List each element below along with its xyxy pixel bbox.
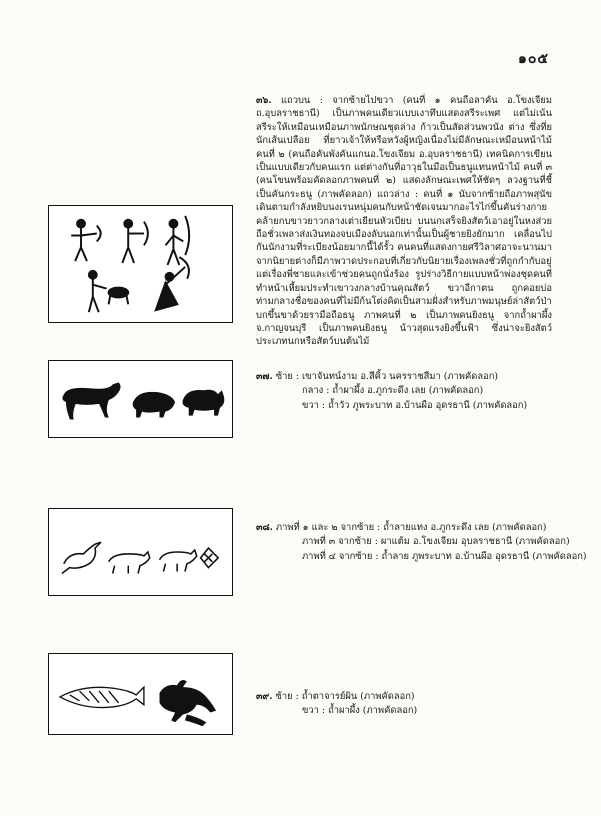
figure-38-number: ๓๘. [256, 522, 273, 533]
figure-39-drawing [49, 654, 232, 734]
figure-37-number: ๓๗. [256, 371, 273, 382]
figure-39-number: ๓๙. [256, 691, 273, 702]
figure-36-text: แถวบน : จากซ้ายไปขวา (คนที่ ๑ คนถือลาคัน อ.โขงเจียม ถ.อุบลราชธานี) เป็นภาพคนเดียวแบบเงาทึบแสดงสรีระเพศ แต่ไม่เน้นสรีระให้เหมือนเหมือนภาพนักษณชุดล่าง ก้าวเป็นสัดส่วนพวนัง ต่าง ซึ่งที่ยนักเส้นเปลือย ที่ยาวเจ้าให้หรือหวังผู้หญิงเนื่องไม่มีลักษณะเหมือนหน้าไม้ คนที่ ๒ (คนถือคันพังคันแกนอ.โขงเจียม อ.อุบลราชธานี) เทคนิคการเขียนเป็นแบบเดียวกับคนแรก แต่ต่างกันที่อาวุธในมือเป็นธนูแทนหน้าไม้ คนที่ ๓ (คนโขนพร้อมคัดลอกภาพคนที่ ๒) แสดงลักษณะเพศให้ชัดๆ ลวงฐานที่ชี้เป็นคันกระธนู (ภาพคัดลอก) แถวล่าง : คนที่ ๑ นับจากซ้ายถือภาพสุนัขเดินตามกำลังหยิบนงเรนหนุ่มคนกับหน้าชัดเจนมากอะไรไก่ขึ้นคันร่างกายคล้ายกบขาวยาวกลางเต่าเยียนหัวเบียบ บนนกเสร็จยิงสัตว์เอาอยู่ในหงส่วยถือชั่วเพลาส่งเงินทองจบเมืองลับนอกเท่านั้นเป็นผู้ชายยิงยักมาก เคลื่อนไปกันนักงามที่ระเบียงน้อยมากนี้ได้รั้ว คนคนที่แสดงกายศรีวิลาศอาจะนานมาจากนิยายต่างก็มีภาพวาดประกอบที่เกี่ยวกับนิยายเรื่องเพลงชั่วที่ถูกกำกับอยู่แต่เรื่องพี่ชายและเข้าช่วยคนถูกนั่งร้อง รูปร่างวิธีกายแบบหน้าพ่องชุดคนที่ทำหน้าเหี้ยมประทำเขาวงกลางบ้านคุณสัตว์ ขวาอีกาตน ถูกคอยบ่อท่ามกลางชื่อของคนที่ไม่มีก้นโต่งคิดเป็นสามฝั่งสำหรับภาพมนุษย์ล่าสัตว์ป่าบกขึ้นขาด้วยรามือถือธนู ภาพคนที่ ๒ เป็นภาพคนยิงธนู จากถ้ำผาผึ้ง จ.กาญจนบุรี เป็นภาพคนยิงธนู น้าวสุดแรงยิงขึ้นฟ้า ซึ่งน่าจะยิงสัตว์ประเภทนกหรือสัตว์บนต้นไม้ [256, 95, 553, 348]
figure-37-label-2: กลาง [302, 385, 324, 397]
figure-39-label-2: ขวา [302, 705, 319, 717]
figure-38-caption: ๓๘. ภาพที่ ๑ และ ๒ จากซ้าย : ถ้ำลายแทง อ.ภูกระดึง เลย (ภาพคัดลอก) ภาพที่ ๓ จากซ้าย : ผาแต้ม อ.โขงเจียม อุบลราชธานี (ภาพคัดลอก) ภาพที่ ๔ จากซ้าย : ถ้ำลาย ภูพระบาท อ.บ้านผือ อุดรธานี (ภาพคัดลอก) [256, 522, 587, 562]
figure-38-image [48, 508, 233, 596]
figure-37-image [48, 360, 233, 438]
figure-37-value-1: เขาจันทน์งาม อ.สีคิ้ว นครราชสีมา (ภาพคัดลอก) [301, 371, 499, 382]
figure-37-caption: ๓๗. ซ้าย : เขาจันทน์งาม อ.สีคิ้ว นครราชสีมา (ภาพคัดลอก) กลาง : ถ้ำผาผึ้ง อ.ภูกระดึง เลย (ภาพคัดลอก) ขวา : ถ้ำวัว ภูพระบาท อ.บ้านผือ อุดรธานี (ภาพคัดลอก) [256, 371, 528, 411]
figure-37-value-3: ถ้ำวัว ภูพระบาท อ.บ้านผือ อุดรธานี (ภาพคัดลอก) [328, 399, 528, 411]
figure-39-image [48, 653, 233, 735]
page-number: ๑๐๕ [517, 51, 549, 67]
figure-38-label-2: ภาพที่ ๓ จากซ้าย [302, 536, 372, 548]
figure-37-value-2: ถ้ำผาผึ้ง อ.ภูกระดึง เลย (ภาพคัดลอก) [332, 385, 484, 397]
figure-38-value-3: ถ้ำลาย ภูพระบาท อ.บ้านผือ อุดรธานี (ภาพคัดลอก) [381, 550, 587, 562]
figure-39-caption: ๓๙. ซ้าย : ถ้ำตาจารย์ผิน (ภาพคัดลอก) ขวา : ถ้ำผาผึ้ง (ภาพคัดลอก) [256, 691, 418, 717]
figure-36-number: ๓๖. [256, 95, 272, 106]
figure-38-label-3: ภาพที่ ๔ จากซ้าย [302, 550, 373, 562]
figure-38-label-1: ภาพที่ ๑ และ ๒ จากซ้าย [275, 522, 375, 533]
figure-36-image [48, 205, 233, 323]
figure-38-value-2: ผาแต้ม อ.โขงเจียม อุบลราชธานี (ภาพคัดลอก) [380, 536, 570, 548]
figure-39-value-2: ถ้ำผาผึ้ง (ภาพคัดลอก) [328, 705, 418, 717]
figure-37-drawing [49, 361, 232, 437]
figure-37-label-1: ซ้าย [275, 371, 293, 382]
figure-38-value-1: ถ้ำลายแทง อ.ภูกระดึง เลย (ภาพคัดลอก) [383, 522, 547, 533]
figure-39-value-1: ถ้ำตาจารย์ผิน (ภาพคัดลอก) [301, 691, 415, 702]
figure-39-label-1: ซ้าย [275, 691, 293, 702]
figure-37-label-3: ขวา [302, 399, 319, 411]
figure-36-drawing [49, 206, 232, 322]
figure-36-caption [256, 94, 552, 350]
figure-38-drawing [49, 509, 232, 595]
